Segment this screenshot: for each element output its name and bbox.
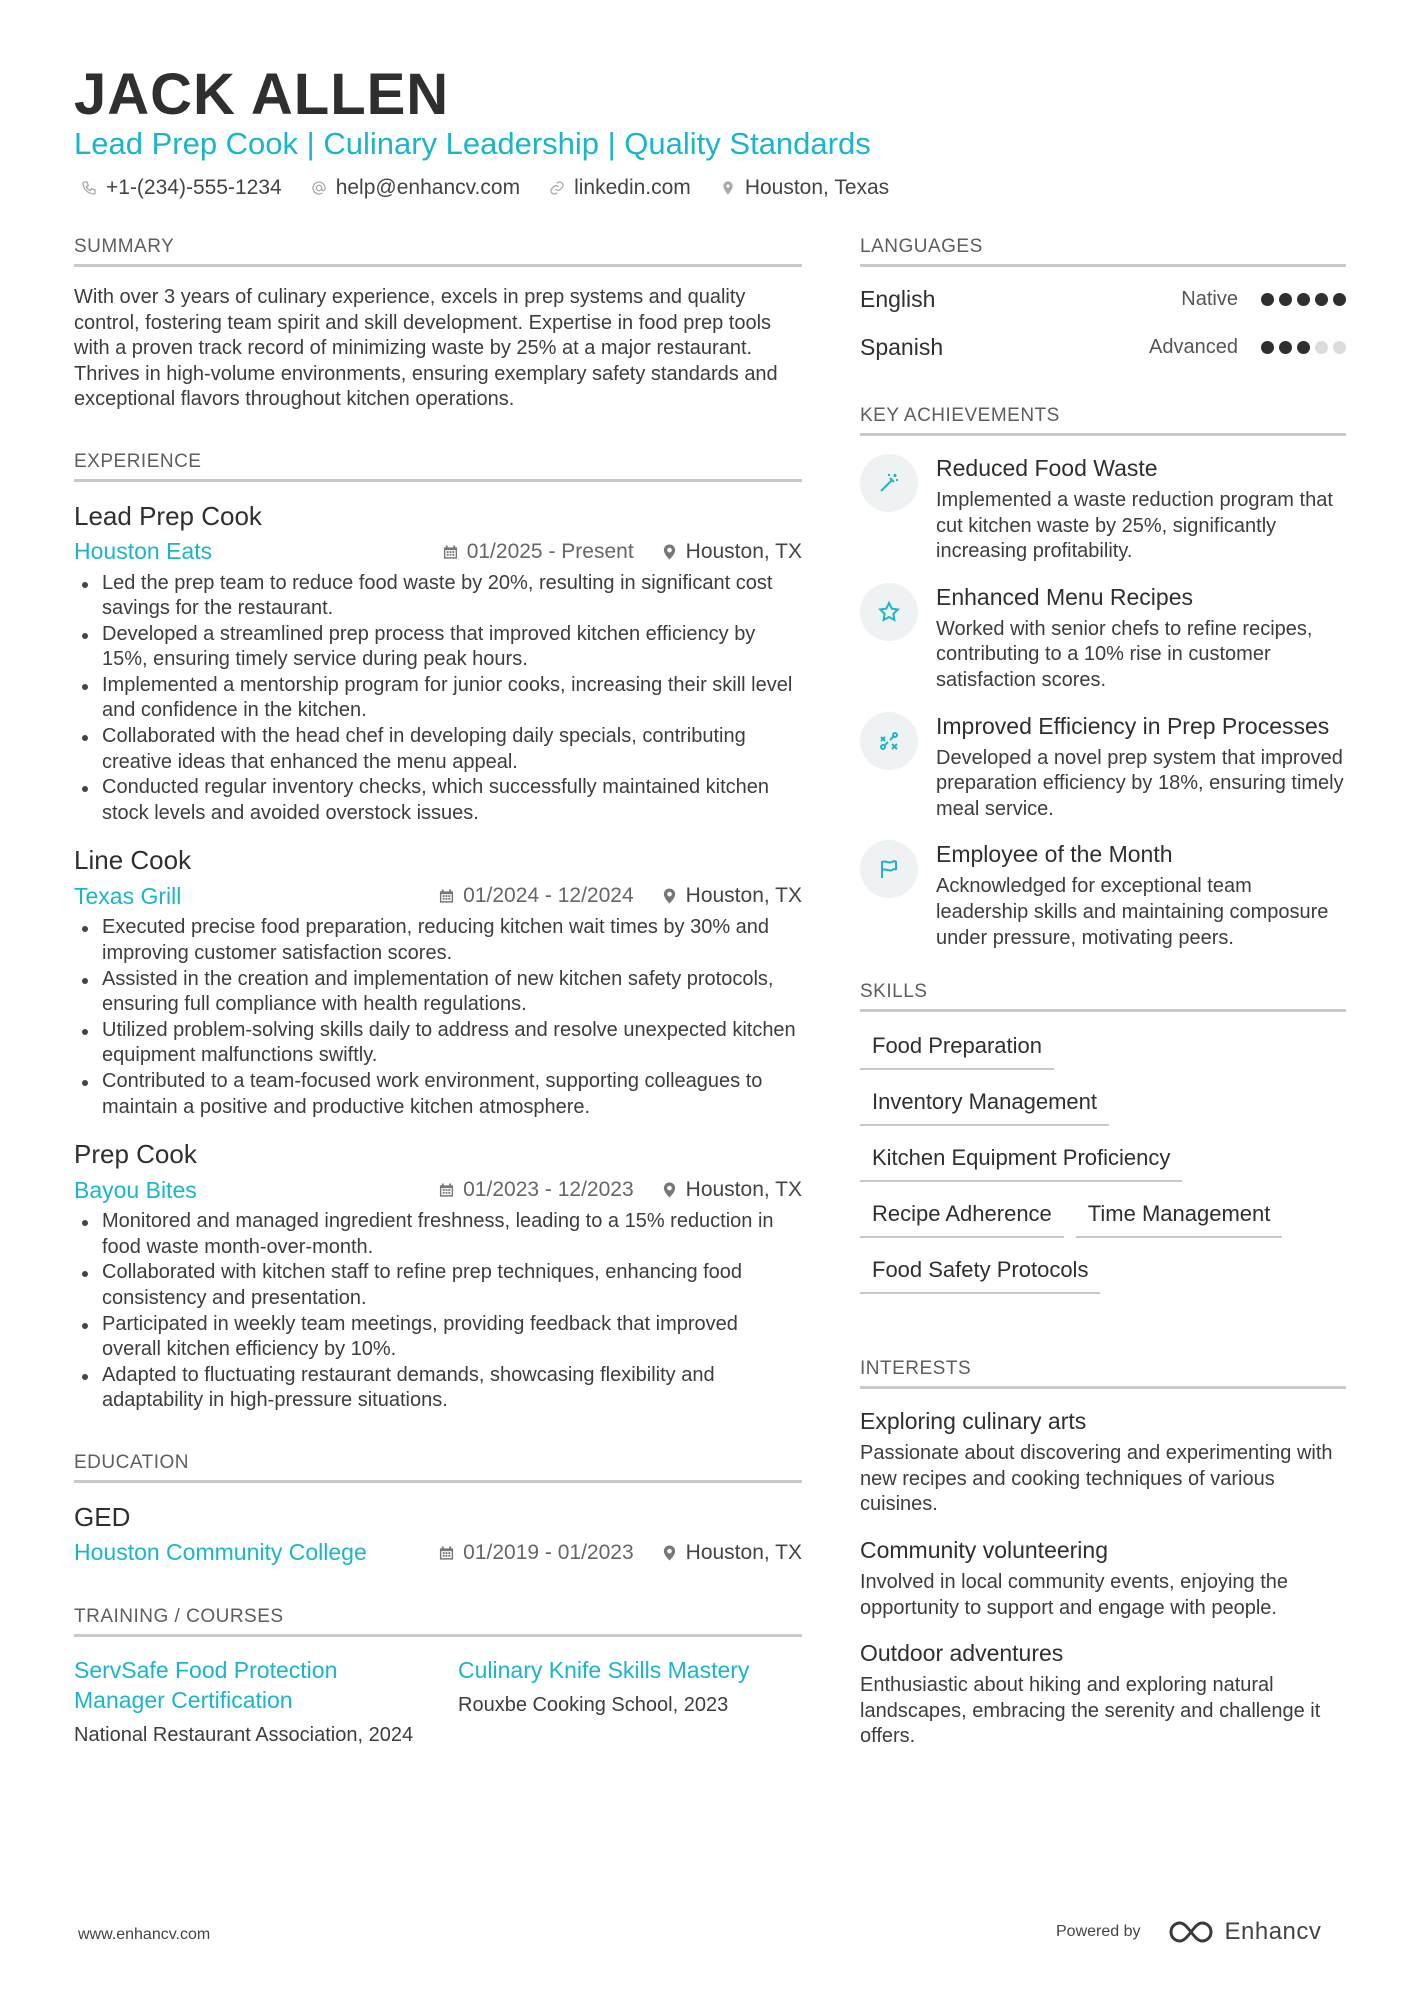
rating-dot-empty — [1315, 341, 1328, 354]
education-location: Houston, TX — [662, 1541, 802, 1565]
summary-text: With over 3 years of culinary experience, excels in prep systems and quality control, fostering team spirit and skill development. Expertise in food prep tools with a proven track record of minimizing waste by 25% at a major restaurant. Thrives in high-volume environments, ensuring exemplary safety standards and exceptional flavors throughout kitchen operations. — [74, 286, 778, 410]
achievement-desc: Developed a novel prep system that improved preparation efficiency by 18%, ensuring timely meal service. — [936, 746, 1344, 820]
education-dates: 01/2019 - 01/2023 — [439, 1541, 633, 1565]
magic-wand-icon — [860, 454, 918, 512]
company-name: Texas Grill — [74, 882, 182, 909]
education-section — [74, 1452, 802, 1568]
star-icon — [860, 583, 918, 641]
interest-title: Outdoor adventures — [860, 1640, 1064, 1667]
right-column — [860, 236, 1346, 1750]
achievements-section — [860, 405, 1346, 951]
achievement-item — [860, 712, 1346, 823]
phone-text: +1-(234)-555-1234 — [106, 176, 282, 199]
rating-dot-filled — [1315, 293, 1328, 306]
rating-dot-filled — [1279, 341, 1292, 354]
enhancv-logo-icon — [1167, 1919, 1215, 1945]
job-entry — [74, 500, 802, 827]
achievement-title: Improved Efficiency in Prep Processes — [936, 712, 1330, 739]
job-dates: 01/2024 - 12/2024 — [439, 884, 633, 908]
contact-location — [719, 176, 889, 200]
section-title-experience: EXPERIENCE — [74, 451, 802, 482]
calendar-icon — [439, 1545, 454, 1561]
job-bullets — [74, 915, 802, 1120]
job-title: Lead Prep Cook — [74, 500, 262, 531]
bullet-item: Assisted in the creation and implementation of new kitchen safety protocols, ensuring full compliance with health regulations. — [74, 967, 802, 1018]
location-pin-icon — [662, 1182, 677, 1198]
interest-desc: Involved in local community events, enjoying the opportunity to support and engage with people. — [860, 1570, 1289, 1619]
footer-branding — [1056, 1918, 1321, 1946]
location-pin-icon — [719, 178, 737, 198]
skill-tag: Inventory Management — [860, 1084, 1109, 1126]
location-pin-icon — [662, 544, 677, 560]
brand-name: Enhancv — [1224, 1918, 1322, 1945]
rating-dot-filled — [1261, 341, 1274, 354]
job-bullets — [74, 1209, 802, 1414]
rating-dot-filled — [1297, 341, 1310, 354]
candidate-name: JACK ALLEN — [74, 62, 450, 127]
rating-dot-filled — [1297, 293, 1310, 306]
location-pin-icon — [662, 888, 677, 904]
link-icon — [548, 178, 566, 198]
email-text[interactable]: help@enhancv.com — [335, 176, 521, 199]
section-title-training: TRAINING / COURSES — [74, 1606, 802, 1637]
bullet-item: Executed precise food preparation, reducing kitchen wait times by 30% and improving customer satisfaction scores. — [74, 915, 802, 966]
job-dates: 01/2025 - Present — [443, 540, 634, 564]
bullet-item: Utilized problem-solving skills daily to address and resolve unexpected kitchen equipment malfunctions swiftly. — [74, 1018, 802, 1069]
course-org: Rouxbe Cooking School, 2023 — [458, 1693, 729, 1716]
contact-bar — [80, 176, 917, 200]
interest-item — [860, 1639, 1346, 1750]
company-name: Bayou Bites — [74, 1176, 197, 1203]
at-icon — [310, 178, 328, 198]
job-title: Line Cook — [74, 845, 192, 876]
language-rating — [1256, 293, 1346, 306]
course-entry — [74, 1655, 458, 1749]
contact-link[interactable] — [548, 176, 691, 200]
powered-by-label: Powered by — [1056, 1923, 1141, 1940]
achievement-title: Employee of the Month — [936, 841, 1173, 868]
language-rating — [1256, 341, 1346, 354]
job-location: Houston, TX — [662, 1178, 802, 1202]
rating-dot-empty — [1333, 341, 1346, 354]
bullet-item: Collaborated with the head chef in developing daily specials, contributing creative ideas that enhanced the menu appeal. — [74, 724, 802, 775]
achievement-item — [860, 583, 1346, 694]
skill-tag: Time Management — [1076, 1196, 1283, 1238]
education-meta-row — [74, 1538, 802, 1568]
flag-icon — [860, 840, 918, 898]
bullet-item: Collaborated with kitchen staff to refine prep techniques, enhancing food consistency and presentation. — [74, 1260, 802, 1311]
section-title-achievements: KEY ACHIEVEMENTS — [860, 405, 1346, 436]
company-name: Houston Eats — [74, 538, 213, 564]
course-org: National Restaurant Association, 2024 — [74, 1723, 414, 1746]
section-title-skills: SKILLS — [860, 981, 1346, 1012]
headline: Lead Prep Cook | Culinary Leadership | Quality Standards — [74, 126, 871, 161]
skill-tag: Food Safety Protocols — [860, 1252, 1100, 1294]
bullet-item: Conducted regular inventory checks, which successfully maintained kitchen stock levels and avoided overstock issues. — [74, 775, 802, 826]
skill-tag: Kitchen Equipment Proficiency — [860, 1140, 1182, 1182]
skills-list — [860, 1028, 1346, 1308]
language-level: Native — [1181, 287, 1238, 310]
achievement-item — [860, 840, 1346, 951]
calendar-icon — [443, 544, 458, 560]
training-section — [74, 1606, 802, 1749]
interest-title: Community volunteering — [860, 1536, 1109, 1563]
achievement-item — [860, 454, 1346, 565]
language-level: Advanced — [1149, 335, 1238, 358]
calendar-icon — [439, 1182, 454, 1198]
achievement-desc: Worked with senior chefs to refine recipes, contributing to a 10% rise in customer satisfaction scores. — [936, 617, 1313, 691]
job-meta-row — [74, 537, 802, 567]
rating-dot-filled — [1261, 293, 1274, 306]
bullet-item: Developed a streamlined prep process that improved kitchen efficiency by 15%, ensuring timely service during peak hours. — [74, 622, 802, 673]
job-dates: 01/2023 - 12/2023 — [439, 1178, 633, 1202]
job-entry — [74, 1138, 802, 1414]
interest-desc: Enthusiastic about hiking and exploring natural landscapes, embracing the serenity and challenge it offers. — [860, 1674, 1321, 1748]
school-name: Houston Community College — [74, 1539, 367, 1566]
course-title: ServSafe Food Protection Manager Certification — [74, 1656, 338, 1713]
bullet-item: Monitored and managed ingredient freshness, leading to a 15% reduction in food waste month-over-month. — [74, 1209, 802, 1260]
interest-title: Exploring culinary arts — [860, 1408, 1087, 1435]
left-column — [74, 236, 802, 1748]
course-title: Culinary Knife Skills Mastery — [458, 1656, 750, 1683]
location-text: Houston, Texas — [744, 176, 890, 199]
job-location: Houston, TX — [662, 540, 802, 564]
achievement-desc: Implemented a waste reduction program that cut kitchen waste by 25%, significantly increasing profitability. — [936, 489, 1333, 563]
link-text[interactable]: linkedin.com — [574, 176, 691, 199]
degree-title: GED — [74, 1501, 131, 1532]
bullet-item: Participated in weekly team meetings, providing feedback that improved overall kitchen efficiency by 10%. — [74, 1312, 802, 1363]
section-title-interests: INTERESTS — [860, 1358, 1346, 1389]
brand-logo — [1167, 1918, 1322, 1946]
skill-tag: Food Preparation — [860, 1028, 1054, 1070]
skill-tag: Recipe Adherence — [860, 1196, 1064, 1238]
job-meta-row — [74, 881, 802, 911]
interests-section — [860, 1358, 1346, 1750]
section-title-summary: SUMMARY — [74, 236, 802, 267]
interest-item — [860, 1536, 1346, 1621]
section-title-education: EDUCATION — [74, 1452, 802, 1483]
experience-section — [74, 451, 802, 1414]
language-row — [860, 323, 1346, 371]
job-entry — [74, 844, 802, 1120]
phone-icon — [80, 178, 98, 198]
location-pin-icon — [662, 1545, 677, 1561]
achievement-title: Reduced Food Waste — [936, 455, 1158, 481]
summary-section — [74, 236, 802, 413]
job-title: Prep Cook — [74, 1139, 197, 1170]
footer-website[interactable]: www.enhancv.com — [78, 1926, 211, 1943]
job-location: Houston, TX — [662, 884, 802, 908]
achievement-desc: Acknowledged for exceptional team leadership skills and maintaining composure under pressure, motivating peers. — [936, 875, 1329, 949]
interest-item — [860, 1407, 1346, 1518]
section-title-languages: LANGUAGES — [860, 236, 1346, 267]
rating-dot-filled — [1333, 293, 1346, 306]
course-entry — [458, 1655, 802, 1749]
interest-desc: Passionate about discovering and experimenting with new recipes and cooking techniques of various cuisines. — [860, 1442, 1333, 1516]
job-bullets — [74, 571, 802, 827]
skills-section — [860, 981, 1346, 1308]
language-row — [860, 275, 1346, 323]
bullet-item: Led the prep team to reduce food waste by 20%, resulting in significant cost savings for the restaurant. — [74, 571, 802, 622]
job-meta-row — [74, 1175, 802, 1205]
language-name: Spanish — [860, 333, 944, 360]
path-icon — [860, 712, 918, 770]
achievement-title: Enhanced Menu Recipes — [936, 583, 1193, 610]
language-name: English — [860, 285, 936, 312]
contact-email[interactable] — [310, 176, 520, 200]
bullet-item: Contributed to a team-focused work environment, supporting colleagues to maintain a positive and productive kitchen atmosphere. — [74, 1069, 802, 1120]
calendar-icon — [439, 888, 454, 904]
rating-dot-filled — [1279, 293, 1292, 306]
bullet-item: Adapted to fluctuating restaurant demands, showcasing flexibility and adaptability in high-pressure situations. — [74, 1363, 802, 1414]
languages-section — [860, 236, 1346, 371]
contact-phone — [80, 176, 282, 200]
bullet-item: Implemented a mentorship program for junior cooks, increasing their skill level and confidence in the kitchen. — [74, 673, 802, 724]
